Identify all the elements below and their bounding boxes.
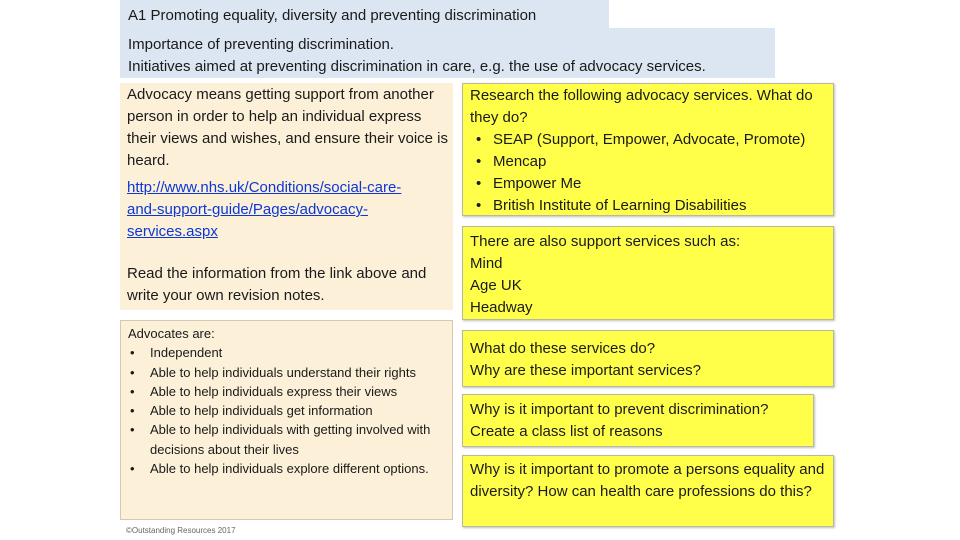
advocates-item: • Able to help individuals with getting involved with decisions about their lives (128, 420, 448, 459)
intro-box (120, 28, 775, 78)
advocacy-definition: Advocacy means getting support from another person in order to help an individual express their views and wishes, and ensure their voice is heard. (127, 86, 448, 169)
advocates-list (128, 343, 448, 478)
class-list-task: Create a class list of reasons (470, 423, 663, 440)
discrimination-question: Why is it important to prevent discrimination? (470, 401, 769, 418)
research-box (462, 83, 834, 216)
advocates-item: • Able to help individuals get information (128, 401, 448, 420)
link-line-2: and-support-guide/Pages/advocacy- (127, 201, 368, 218)
research-item: • Empower Me (470, 173, 829, 195)
advocates-box (120, 320, 453, 520)
link-line-3: services.aspx (127, 223, 218, 240)
read-task: Read the information from the link above and write your own revision notes. (127, 265, 427, 304)
intro-line-1: Importance of preventing discrimination. (128, 36, 394, 53)
equality-question-box (462, 455, 834, 527)
discrimination-question-box (462, 394, 814, 447)
intro-line-2: Initiatives aimed at preventing discrimination in care, e.g. the use of advocacy services. (128, 58, 706, 75)
link-box (120, 175, 453, 310)
support-box (462, 226, 834, 320)
support-heading: There are also support services such as: (470, 233, 741, 250)
services-question-box (462, 330, 834, 387)
research-item: • SEAP (Support, Empower, Advocate, Promote) (470, 129, 829, 151)
advocates-item: • Able to help individuals express their views (128, 382, 448, 401)
research-item: • British Institute of Learning Disabilities (470, 195, 829, 217)
advocates-item: • Able to help individuals explore different options. (128, 459, 448, 478)
support-item: Mind (470, 255, 503, 272)
services-question-1: What do these services do? (470, 340, 656, 357)
advocates-heading: Advocates are: (128, 326, 215, 341)
research-list (470, 129, 829, 217)
advocacy-definition-box (120, 83, 453, 175)
research-heading: Research the following advocacy services. What do they do? (470, 87, 813, 126)
advocates-item: • Able to help individuals understand their rights (128, 363, 448, 382)
equality-question: Why is it important to promote a persons equality and diversity? How can health care professions do this? (470, 461, 825, 500)
support-item: Age UK (470, 277, 522, 294)
support-item: Headway (470, 299, 533, 316)
copyright: ©Outstanding Resources 2017 (126, 526, 236, 535)
advocates-item: • Independent (128, 343, 448, 362)
page-title: A1 Promoting equality, diversity and preventing discrimination (128, 7, 537, 24)
title-box (120, 0, 609, 30)
research-item: • Mencap (470, 151, 829, 173)
link-line-1: http://www.nhs.uk/Conditions/social-care- (127, 179, 402, 196)
services-question-2: Why are these important services? (470, 362, 701, 379)
advocacy-services-link[interactable] (127, 179, 401, 240)
